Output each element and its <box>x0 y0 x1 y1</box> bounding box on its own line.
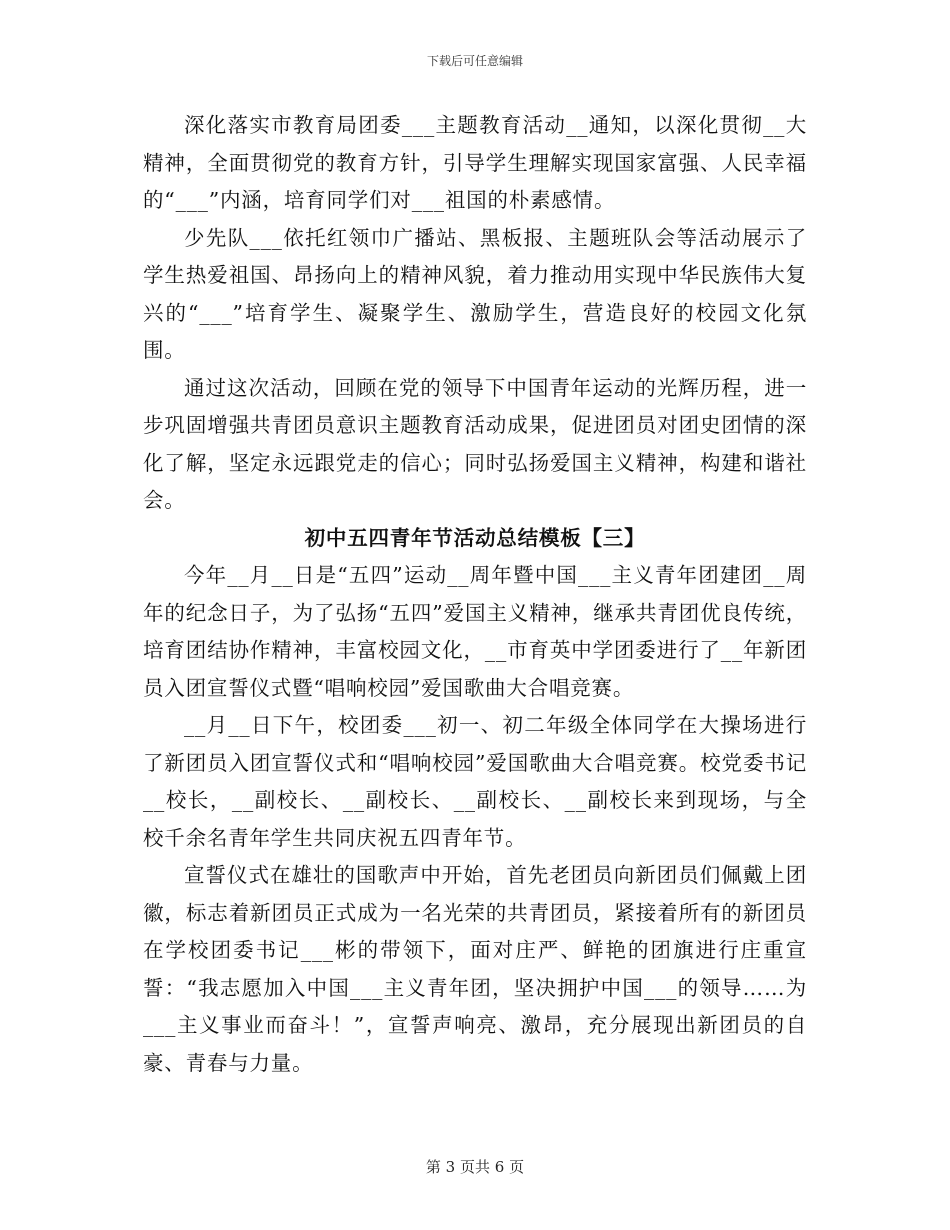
section-title: 初中五四青年节活动总结模板【三】 <box>304 525 646 550</box>
body-paragraph: 少先队___依托红领巾广播站、黑板报、主题班队会等活动展示了学生热爱祖国、昂扬向上的精神风貌，着力推动用实现中华民族伟大复兴的“___”培育学生、凝聚学生、激励学生，营造良好的校园文化氛围。 <box>143 225 807 362</box>
document-body <box>143 107 807 1082</box>
body-paragraph: 深化落实市教育局团委___主题教育活动__通知，以深化贯彻__大精神，全面贯彻党的教育方针，引导学生理解实现国家富强、人民幸福的“___”内涵，培育同学们对___祖国的朴素感情。 <box>143 113 807 212</box>
body-paragraph: 通过这次活动，回顾在党的领导下中国青年运动的光辉历程，进一步巩固增强共青团员意识主题教育活动成果，促进团员对团史团情的深化了解，坚定永远跟党走的信心；同时弘扬爱国主义精神，构建和谐社会。 <box>143 375 807 512</box>
body-paragraph: 今年__月__日是“五四”运动__周年暨中国___主义青年团建团__周年的纪念日子，为了弘扬“五四”爱国主义精神，继承共青团优良传统，培育团结协作精神，丰富校园文化，__市育英中学团委进行了__年新团员入团宣誓仪式暨“唱响校园”爱国歌曲大合唱竞赛。 <box>143 563 807 700</box>
body-paragraph: __月__日下午，校团委___初一、初二年级全体同学在大操场进行了新团员入团宣誓仪式和“唱响校园”爱国歌曲大合唱竞赛。校党委书记__校长，__副校长、__副校长、__副校长、__副校长来到现场，与全校千余名青年学生共同庆祝五四青年节。 <box>143 713 807 850</box>
page-header: 下载后可任意编辑 <box>426 54 523 68</box>
body-paragraph: 宣誓仪式在雄壮的国歌声中开始，首先老团员向新团员们佩戴上团徽，标志着新团员正式成为一名光荣的共青团员，紧接着所有的新团员在学校团委书记___彬的带领下，面对庄严、鲜艳的团旗进行庄重宣誓：“我志愿加入中国___主义青年团，坚决拥护中国___的领导……为___主义事业而奋斗！”，宣誓声响亮、激昂，充分展现出新团员的自豪、青春与力量。 <box>143 863 807 1075</box>
page-footer: 第 3 页共 6 页 <box>425 1158 525 1176</box>
